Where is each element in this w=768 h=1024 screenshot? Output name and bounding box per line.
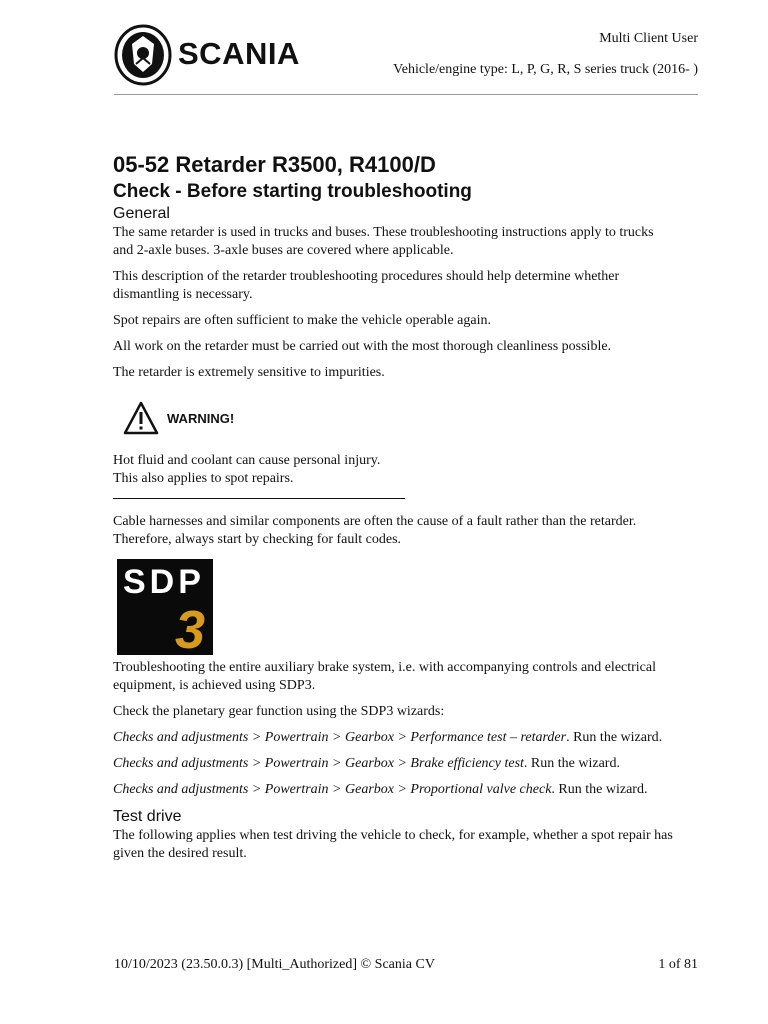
wizard-path: Checks and adjustments > Powertrain > Gearbox > Performance test – retarder (113, 730, 567, 745)
paragraph: Troubleshooting the entire auxiliary brake system, i.e. with accompanying controls and electrical equipment, is achieved using SDP3. (113, 660, 656, 693)
warning-line: This also applies to spot repairs. (113, 471, 294, 486)
sdp-logo-number: 3 (174, 600, 205, 660)
header-divider (114, 94, 698, 95)
wizard-suffix: . Run the wizard. (523, 756, 620, 771)
wizard-suffix: . Run the wizard. (566, 730, 663, 745)
warning-triangle-icon (123, 401, 159, 435)
wizard-path: Checks and adjustments > Powertrain > Gearbox > Brake efficiency test (113, 756, 524, 771)
section-heading-general: General (113, 205, 170, 222)
paragraph: The same retarder is used in trucks and buses. These troubleshooting instructions apply to trucks and 2-axle buses. 3-axle buses are covered where applicable. (113, 225, 654, 258)
warning-label: WARNING! (167, 410, 235, 426)
page-title: 05-52 Retarder R3500, R4100/D (113, 152, 436, 177)
paragraph: The retarder is extremely sensitive to impurities. (113, 365, 385, 380)
paragraph: All work on the retarder must be carried out with the most thorough cleanliness possible. (113, 339, 612, 354)
wizard-instruction (113, 729, 673, 747)
warning-line: Hot fluid and coolant can cause personal injury. (113, 453, 381, 468)
sdp-logo-letters: SDP (123, 563, 205, 601)
wizard-instruction (113, 781, 673, 799)
paragraph: This description of the retarder troubleshooting procedures should help determine whether dismantling is necessary. (113, 269, 620, 302)
wizard-suffix: . Run the wizard. (551, 782, 648, 797)
header-user: Multi Client User (599, 31, 698, 46)
main-content (113, 150, 673, 871)
header-vehicle-type: Vehicle/engine type: L, P, G, R, S series truck (2016- ) (393, 62, 698, 77)
section-divider (113, 498, 405, 499)
page-subtitle: Check - Before starting troubleshooting (113, 181, 472, 202)
paragraph: The following applies when test driving the vehicle to check, for example, whether a spot repair has given the desired result. (113, 828, 673, 861)
paragraph: Cable harnesses and similar components are often the cause of a fault rather than the retarder. Therefore, always start by checking for fault codes. (113, 514, 637, 547)
paragraph: Spot repairs are often sufficient to make the vehicle operable again. (113, 313, 491, 328)
wizard-path: Checks and adjustments > Powertrain > Gearbox > Proportional valve check (113, 782, 552, 797)
griffin-emblem-icon (114, 24, 172, 86)
page-header (0, 0, 768, 100)
sdp3-logo (117, 559, 213, 660)
footer-info: 10/10/2023 (23.50.0.3) [Multi_Authorized] © Scania CV (114, 957, 435, 972)
wizard-instruction (113, 755, 673, 773)
section-heading-test-drive: Test drive (113, 808, 182, 825)
warning-box (123, 398, 673, 438)
warning-text (113, 452, 673, 488)
brand-name: SCANIA (178, 36, 300, 71)
paragraph: Check the planetary gear function using the SDP3 wizards: (113, 704, 445, 719)
page-number: 1 of 81 (658, 957, 698, 972)
